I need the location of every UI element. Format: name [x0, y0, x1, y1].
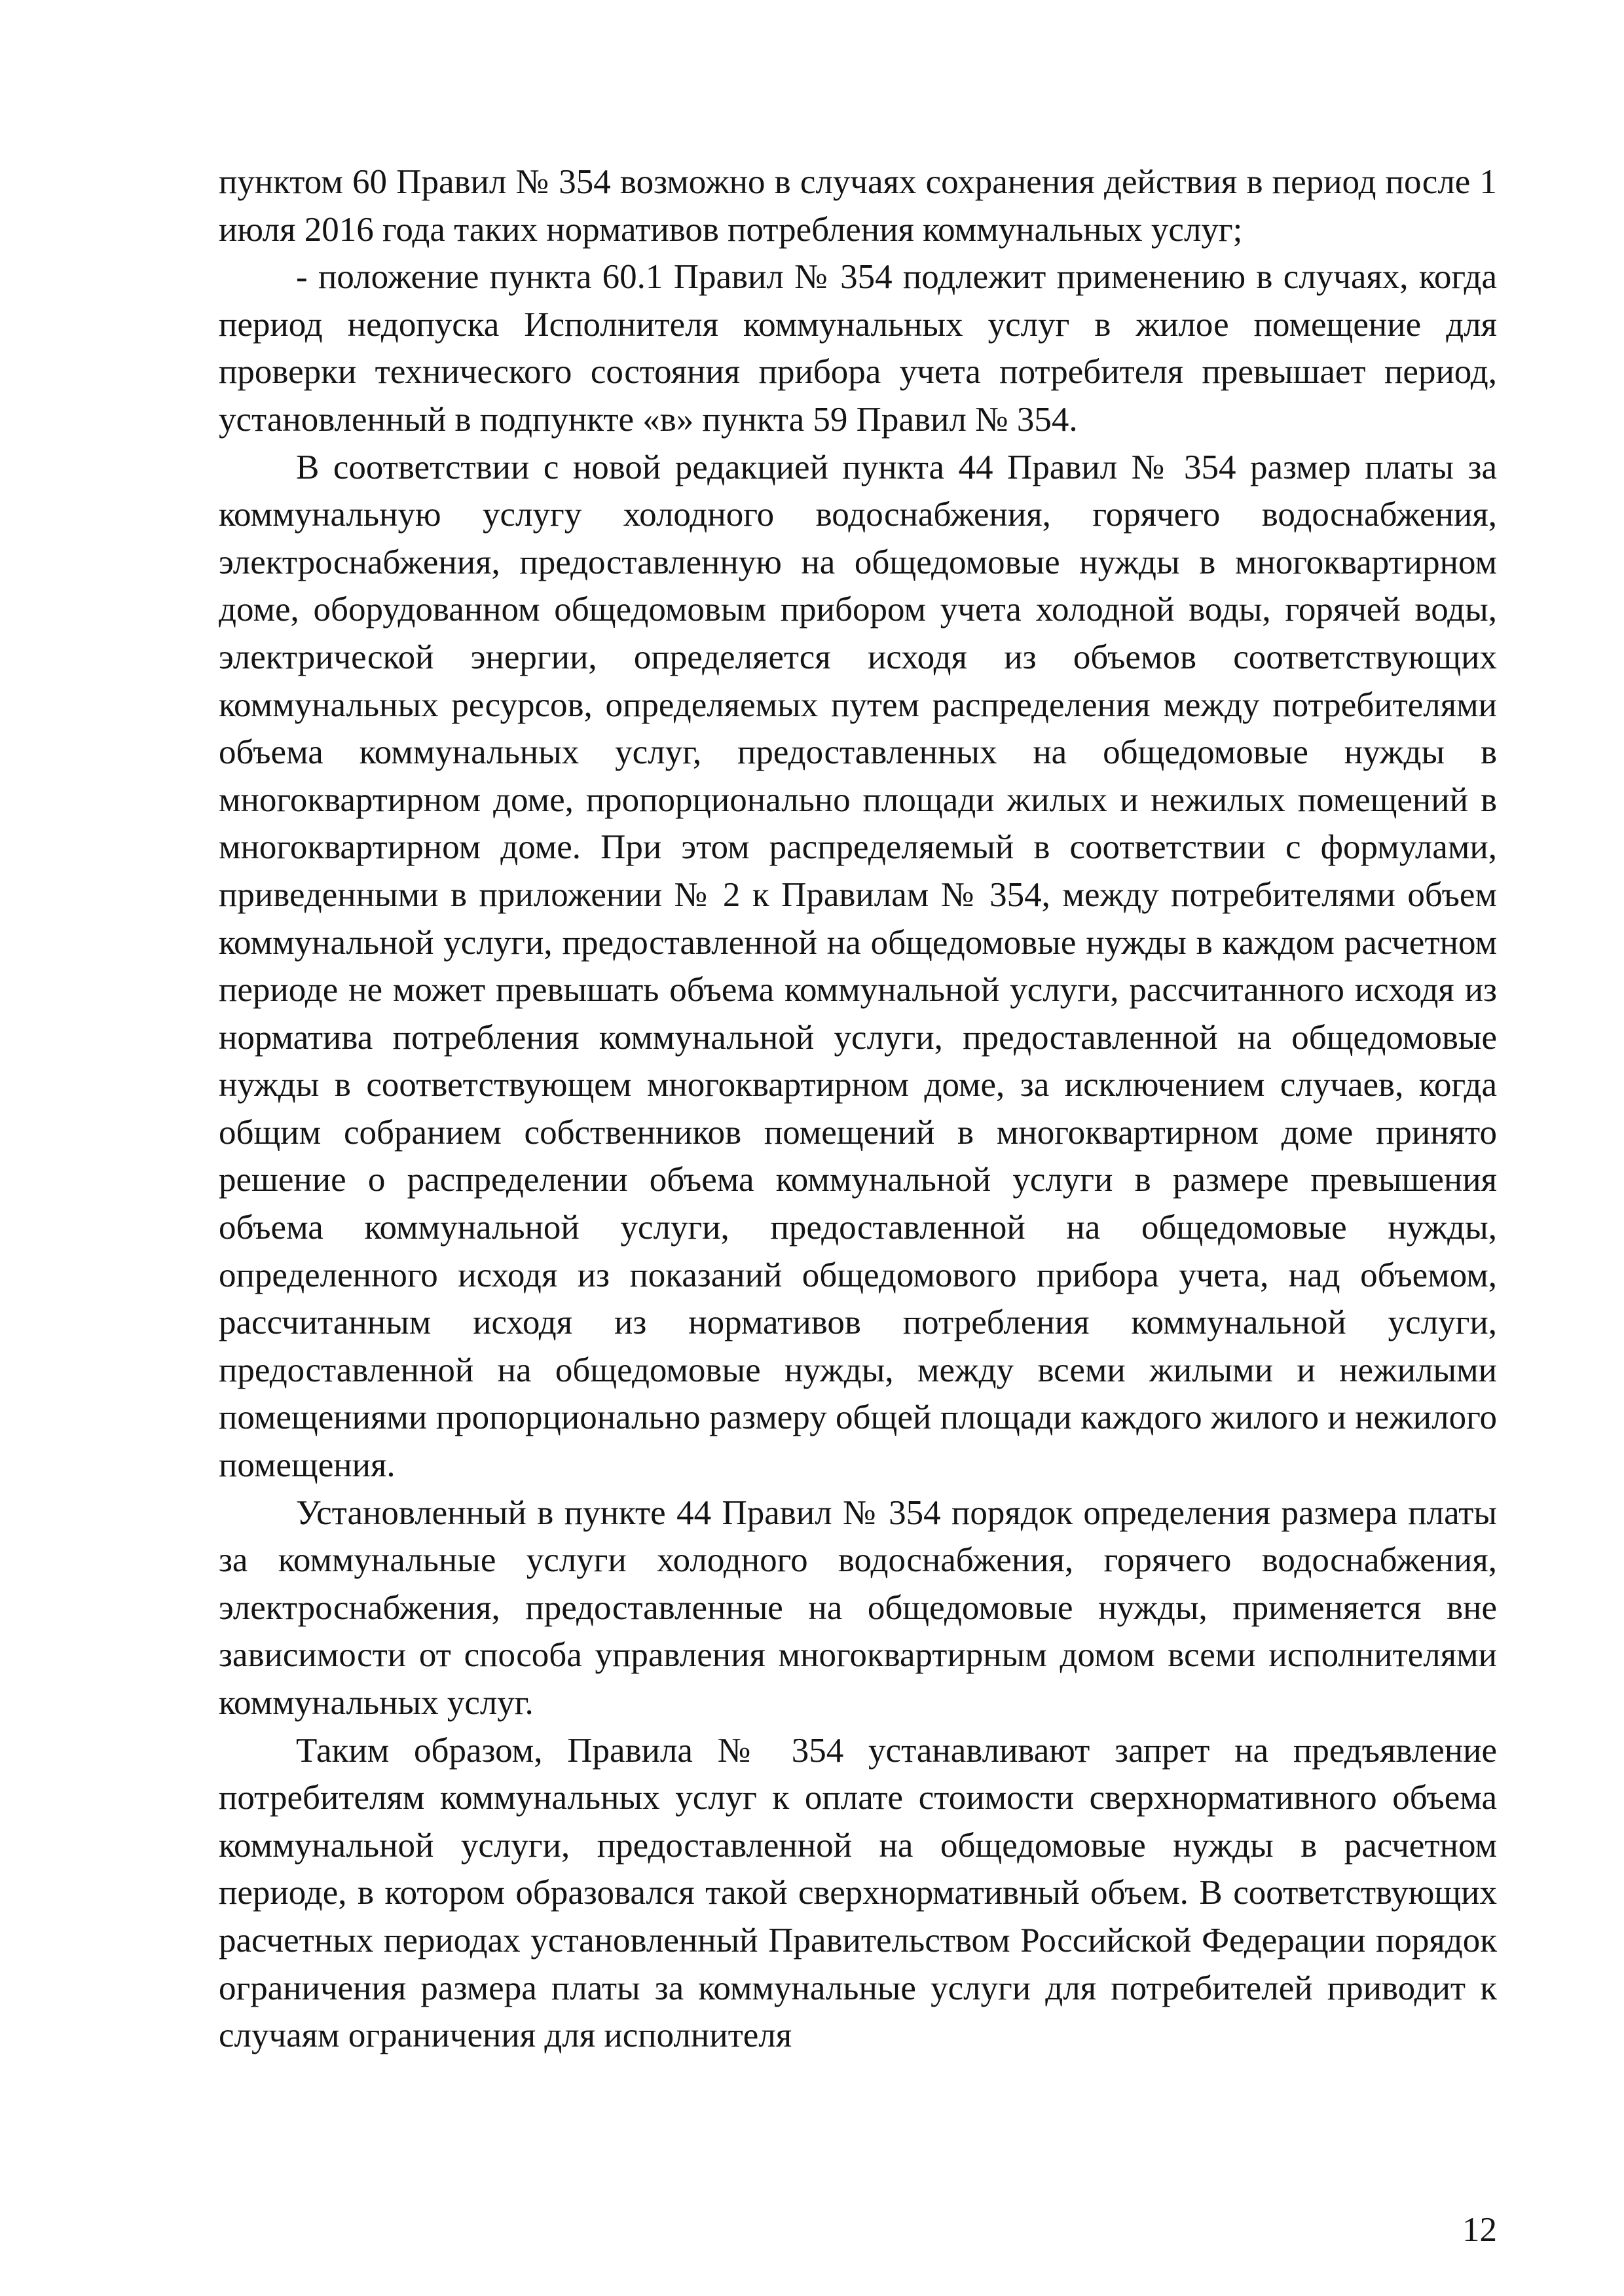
paragraph-conclusion: Таким образом, Правила № 354 устанавливают запрет на предъявление потребителям коммунальных услуг к оплате стоимости сверхнормативного объема коммунальной услуги, предоставленной на общедомовые нужды в расчетном периоде, в котором образовался такой сверхнормативный объем. В соответствующих расчетных периодах установленный Правительством Российской Федерации порядок ограничения размера платы за коммунальные услуги для потребителей приводит к случаям ограничения для исполнителя [219, 1731, 1497, 2055]
page-number: 12 [1462, 2211, 1497, 2249]
paragraph-point-44-procedure: Установленный в пункте 44 Правил № 354 порядок определения размера платы за коммунальные услуги холодного водоснабжения, горячего водоснабжения, электроснабжения, предоставленные на общедомовые нужды, применяется вне зависимости от способа управления многоквартирным домом всеми исполнителями коммунальных услуг. [219, 1493, 1497, 1722]
paragraph-continuation: пунктом 60 Правил № 354 возможно в случаях сохранения действия в период после 1 июля 2016 года таких нормативов потребления коммунальных услуг; [219, 163, 1497, 249]
paragraph-point-44-new-edition: В соответствии с новой редакцией пункта 44 Правил № 354 размер платы за коммунальную услугу холодного водоснабжения, горячего водоснабжения, электроснабжения, предоставленную на общедомовые нужды в многоквартирном доме, оборудованном общедомовым прибором учета холодной воды, горячей воды, электрической энергии, определяется исходя из объемов соответствующих коммунальных ресурсов, определяемых путем распределения между потребителями объема коммунальных услуг, предоставленных на общедомовые нужды в многоквартирном доме, пропорционально площади жилых и нежилых помещений в многоквартирном доме. При этом распределяемый в соответствии с формулами, приведенными в приложении № 2 к Правилам № 354, между потребителями объем коммунальной услуги, предоставленной на общедомовые нужды в каждом расчетном периоде не может превышать объема коммунальной услуги, рассчитанного исходя из норматива потребления коммунальной услуги, предоставленной на общедомовые нужды в соответствующем многоквартирном доме, за исключением случаев, когда общим собранием собственников помещений в многоквартирном доме принято решение о распределении объема коммунальной услуги в размере превышения объема коммунальной услуги, предоставленной на общедомовые нужды, определенного исходя из показаний общедомового прибора учета, над объемом, рассчитанным исходя из нормативов потребления коммунальной услуги, предоставленной на общедомовые нужды, между всеми жилыми и нежилыми помещениями пропорционально размеру общей площади каждого жилого и нежилого помещения. [219, 448, 1497, 1485]
document-body [219, 158, 1497, 2060]
paragraph-point-60-1: - положение пункта 60.1 Правил № 354 подлежит применению в случаях, когда период недопуска Исполнителя коммунальных услуг в жилое помещение для проверки технического состояния прибора учета потребителя превышает период, установленный в подпункте «в» пункта 59 Правил № 354. [219, 258, 1497, 439]
